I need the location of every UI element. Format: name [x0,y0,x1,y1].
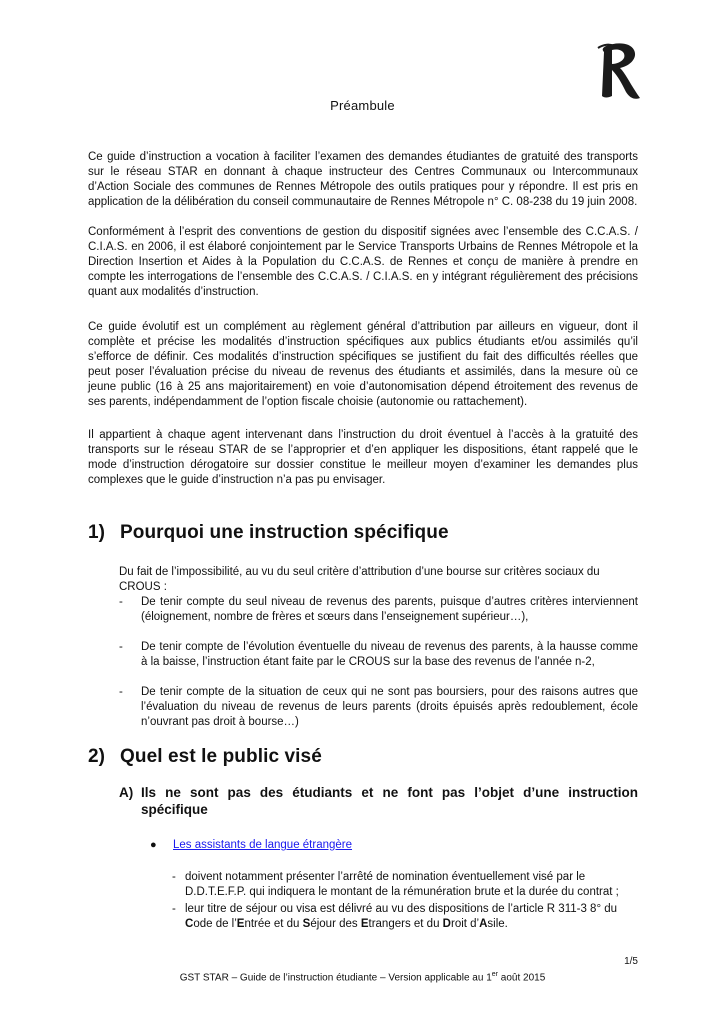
r-logo [594,40,644,104]
footer-text: GST STAR – Guide de l’instruction étudiante – Version applicable au 1 [179,972,492,984]
list-item-text: De tenir compte de l’évolution éventuelle du niveau de revenus des parents, à la hausse comme à la baisse, l’instruction étant faite par le CROUS sur la base des revenus de l’année n-2, [141,641,638,668]
dash-marker: - [172,871,176,883]
dash-marker: - [119,596,123,608]
text-run: leur titre de séjour ou visa est délivré au vu des dispositions de l’article R 311-3 8° du [185,903,618,915]
sub-list-item-text [185,870,638,900]
bold-initial: A [479,918,488,930]
bold-initial: E [360,918,369,930]
list-item [119,685,638,730]
bold-initial: D [442,918,451,930]
text-run: sile. [487,918,508,930]
text-run: doivent notamment présenter l’arrêté de nomination éventuellement visé par le D.D.T.E.F.P. qui indiquera le montant de la rémunération brute et la durée du contrat ; [185,871,619,898]
text-run: trangers et du [368,918,443,930]
section-2-heading [88,746,322,768]
list-item-text: De tenir compte de la situation de ceux qui ne sont pas boursiers, pour des raisons autres que l’évaluation du niveau de revenus de leurs parents (droits épuisés après redoublement, école n’ouvrant pas droit à bourse…) [141,686,638,728]
assistants-langue-link[interactable]: Les assistants de langue étrangère [173,839,353,851]
dash-marker: - [119,641,123,653]
footer-date: août 2015 [498,972,546,984]
list-item [119,595,638,625]
section-1-intro: Du fait de l’impossibilité, au vu du seul critère d’attribution d’une bourse sur critères sociaux du CROUS : [119,566,600,593]
page-footer [0,971,725,983]
subsection-a-text: Ils ne sont pas des étudiants et ne font pas l’objet d’une instruction spécifique [141,785,638,817]
text-run: roit d’ [450,918,480,930]
bold-initial: E [236,918,245,930]
section-2-title: Quel est le public visé [120,746,322,767]
sub-list-item [172,870,638,900]
preamble-paragraph-4: Il appartient à chaque agent intervenant dans l’instruction du droit éventuel à l’accès à la gratuité des transports sur le réseau STAR de se l’approprier et d’en appliquer les dispositions, étant rappelé que le mode d’instruction dérogatoire sur dossier constitue le meilleur moyen d’examiner les demandes plus complexes que le guide d’instruction n’a pas pu envisager. [88,429,638,486]
sub-list-item-text [185,902,638,932]
section-1-heading [88,522,449,544]
preamble-paragraph-3: Ce guide évolutif est un complément au règlement général d’attribution par ailleurs en vigueur, dont il complète et précise les modalités d’instruction spécifiques aux publics étudiants et/ou assimilés qu’il s’efforce de définir. Ces modalités d’instruction spécifiques se justifient du fait des difficultés réelles que peut poser l’évaluation précise du niveau de revenus des étudiants et assimilés, dans la mesure où ce jeune public (16 à 25 ans majoritairement) en voie d’autonomisation dépend étroitement des revenus de ses parents, indépendamment de l’option fiscale choisie (autonomie ou rattachement). [88,321,638,408]
bold-initial: C [185,918,194,930]
bullet-item [150,838,352,853]
subsection-a-heading [119,784,638,818]
subsection-a-marker: A) [119,785,134,800]
text-run: ode de l’ [193,918,237,930]
section-2-number: 2) [88,746,106,767]
text-run: éjour des [310,918,361,930]
dash-marker: - [172,903,176,915]
preamble-title: Préambule [330,98,395,113]
bold-initial: S [302,918,311,930]
section-1-number: 1) [88,522,106,543]
section-1-title: Pourquoi une instruction spécifique [120,522,449,543]
text-run: ntrée et du [244,918,303,930]
list-item [119,640,638,670]
list-item-text: De tenir compte du seul niveau de revenus des parents, puisque d’autres critères interviennent (éloignement, nombre de frères et sœurs dans l’enseignement supérieur…), [141,596,638,623]
footer-superscript: er [491,971,498,978]
sub-list-item [172,902,638,932]
bullet-icon: ● [150,839,157,851]
page-number: 1/5 [624,956,638,967]
dash-marker: - [119,686,123,698]
preamble-paragraph-1: Ce guide d’instruction a vocation à faciliter l’examen des demandes étudiantes de gratuité des transports sur le réseau STAR en donnant à chaque instructeur des Centres Communaux ou Intercommunaux d’Action Sociale des communes de Rennes Métropole des outils pratiques pour y répondre. Il est pris en application de la délibération du conseil communautaire de Rennes Métropole n° C. 08-238 du 19 juin 2008. [88,151,638,208]
preamble-paragraph-2: Conformément à l’esprit des conventions de gestion du dispositif signées avec l’ensemble des C.C.A.S. / C.I.A.S. en 2006, il est élaboré conjointement par le Service Transports Urbains de Rennes Métropole et la Direction Insertion et Aides à la Population du C.C.A.S. de Rennes et conçu de manière à prendre en compte les interrogations de l’ensemble des C.C.A.S. / C.I.A.S. en y intégrant régulièrement des précisions quant aux modalités d’instruction. [88,226,638,298]
